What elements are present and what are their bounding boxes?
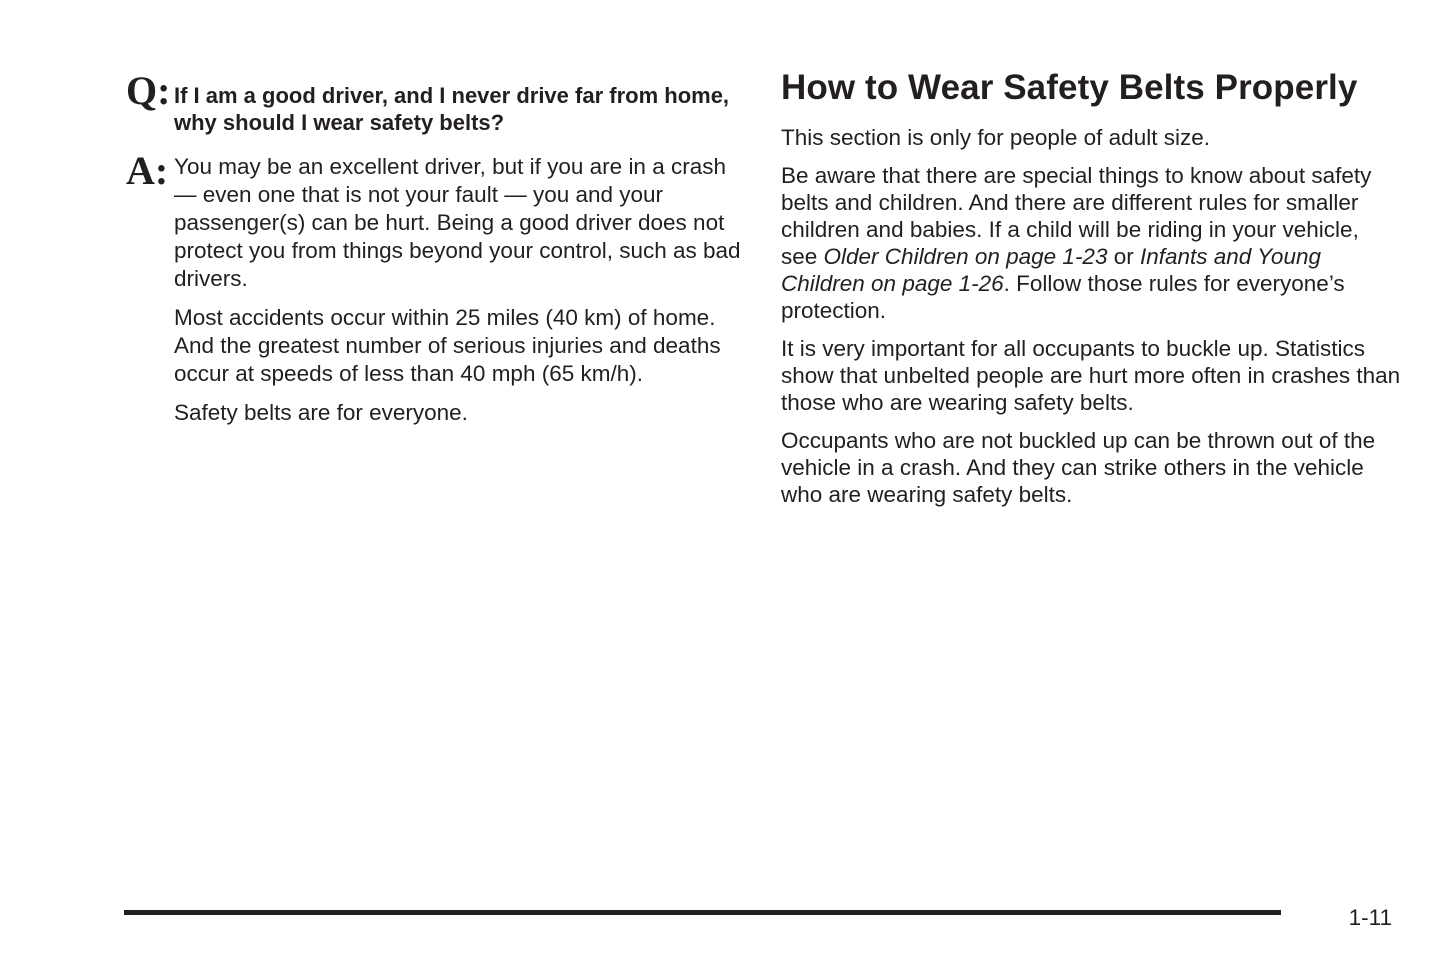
footer-rule — [124, 910, 1281, 915]
answer-marker: A: — [126, 148, 169, 193]
paragraph-buckle-up: It is very important for all occupants to buckle up. Statistics show that unbelted people are hurt more often in crashes than those who are wearing safety belts. — [781, 336, 1401, 415]
page-number: 1-11 — [1348, 905, 1392, 930]
section-heading: How to Wear Safety Belts Properly — [781, 68, 1358, 107]
answer-paragraph: Most accidents occur within 25 miles (40 km) of home. And the greatest number of serious injuries and deaths occur at speeds of less than 40 mph (65 km/h). — [174, 305, 721, 386]
qa-column — [126, 70, 746, 438]
cross-reference-older-children[interactable]: Older Children on page 1-23 — [823, 244, 1108, 269]
paragraph-text: or — [1107, 244, 1140, 269]
answer-block — [126, 148, 746, 427]
question-text: If I am a good driver, and I never drive far from home, why should I wear safety belts? — [174, 83, 730, 135]
paragraph-adult-size: This section is only for people of adult size. — [781, 125, 1210, 150]
paragraph-text: . Follow those rules for everyone’s protection. — [781, 271, 1345, 323]
paragraph-thrown-out: Occupants who are not buckled up can be thrown out of the vehicle in a crash. And they can strike others in the vehicle who are wearing safety belts. — [781, 428, 1376, 507]
answer-paragraph: You may be an excellent driver, but if you are in a crash — even one that is not your fault — you and your passenger(s) can be hurt. Being a good driver does not protect you from things beyond your control, such as bad drivers. — [174, 154, 741, 291]
section-column — [781, 66, 1401, 519]
answer-paragraph: Safety belts are for everyone. — [174, 400, 468, 425]
paragraph-children — [781, 162, 1401, 324]
question-block — [126, 70, 746, 136]
question-marker: Q: — [126, 68, 171, 113]
cross-reference-infants[interactable]: Infants and Young Children on page 1-26 — [781, 244, 1321, 296]
paragraph-text: Be aware that there are special things to know about safety belts and children. And there are different rules for smaller children and babies. If a child will be riding in your vehicle, see — [781, 163, 1372, 269]
